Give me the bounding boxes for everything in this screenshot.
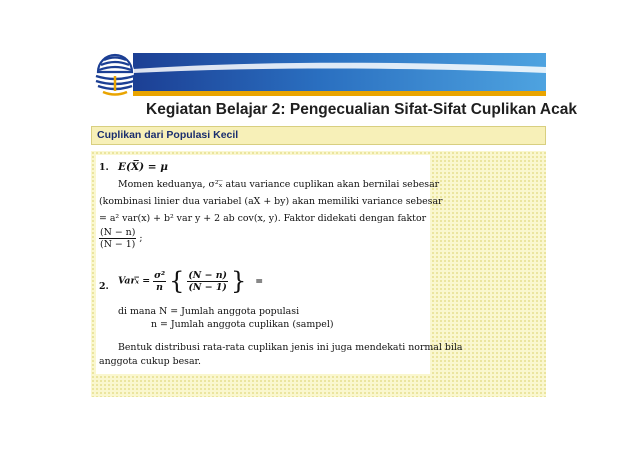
where-line-2: n = Jumlah anggota cuplikan (sampel): [151, 319, 334, 330]
item-1-formula: E(X̅) = μ: [118, 161, 168, 173]
item-1-line-1: Momen keduanya, σ²ₓ̅ atau variance cuplikan akan bernilai sebesar: [118, 179, 440, 190]
item-1-factor: [99, 227, 143, 250]
item-1-line-3: = a² var(x) + b² var y + 2 ab cov(x, y). Faktor didekati dengan faktor: [99, 213, 427, 224]
right-brace-icon: }: [230, 267, 247, 295]
factor-numerator: (N − n): [100, 227, 136, 238]
content-card: [96, 155, 463, 374]
correction-numerator: (N − n): [188, 269, 227, 281]
where-line-1: di mana N = Jumlah anggota populasi: [118, 306, 300, 317]
open-book-globe-logo-icon: [90, 50, 140, 100]
sigma-squared: σ²: [154, 269, 166, 281]
closing-line-1: Bentuk distribusi rata-rata cuplikan jenis ini juga mendekati normal bila: [118, 342, 463, 353]
item-1-number: 1.: [99, 162, 109, 173]
correction-fraction: [187, 270, 228, 293]
variance-tail: =: [255, 275, 264, 287]
item-1-line-2: (kombinasi linier dua variabel (aX + by) akan memiliki variance sebesar: [99, 196, 443, 207]
section-label: Cuplikan dari Populasi Kecil: [97, 129, 239, 141]
closing-line-2: anggota cukup besar.: [99, 356, 201, 367]
header-banner-stripe: [133, 91, 546, 96]
correction-denominator: (N − 1): [188, 281, 227, 293]
item-2-formula: [118, 267, 263, 295]
factor-fraction: [99, 227, 136, 250]
factor-denominator: (N − 1): [100, 239, 136, 250]
factor-tail: ;: [139, 233, 143, 244]
page-title: Kegiatan Belajar 2: Pengecualian Sifat-Sifat Cuplikan Acak: [146, 101, 577, 118]
sigma-over-n-fraction: [153, 270, 166, 293]
left-brace-icon: {: [169, 267, 185, 295]
sample-size-n: n: [156, 281, 163, 293]
variance-lhs: Varₓ̅ =: [118, 275, 151, 287]
item-2-number: 2.: [99, 281, 109, 292]
banner-wave-decoration: [133, 59, 546, 73]
